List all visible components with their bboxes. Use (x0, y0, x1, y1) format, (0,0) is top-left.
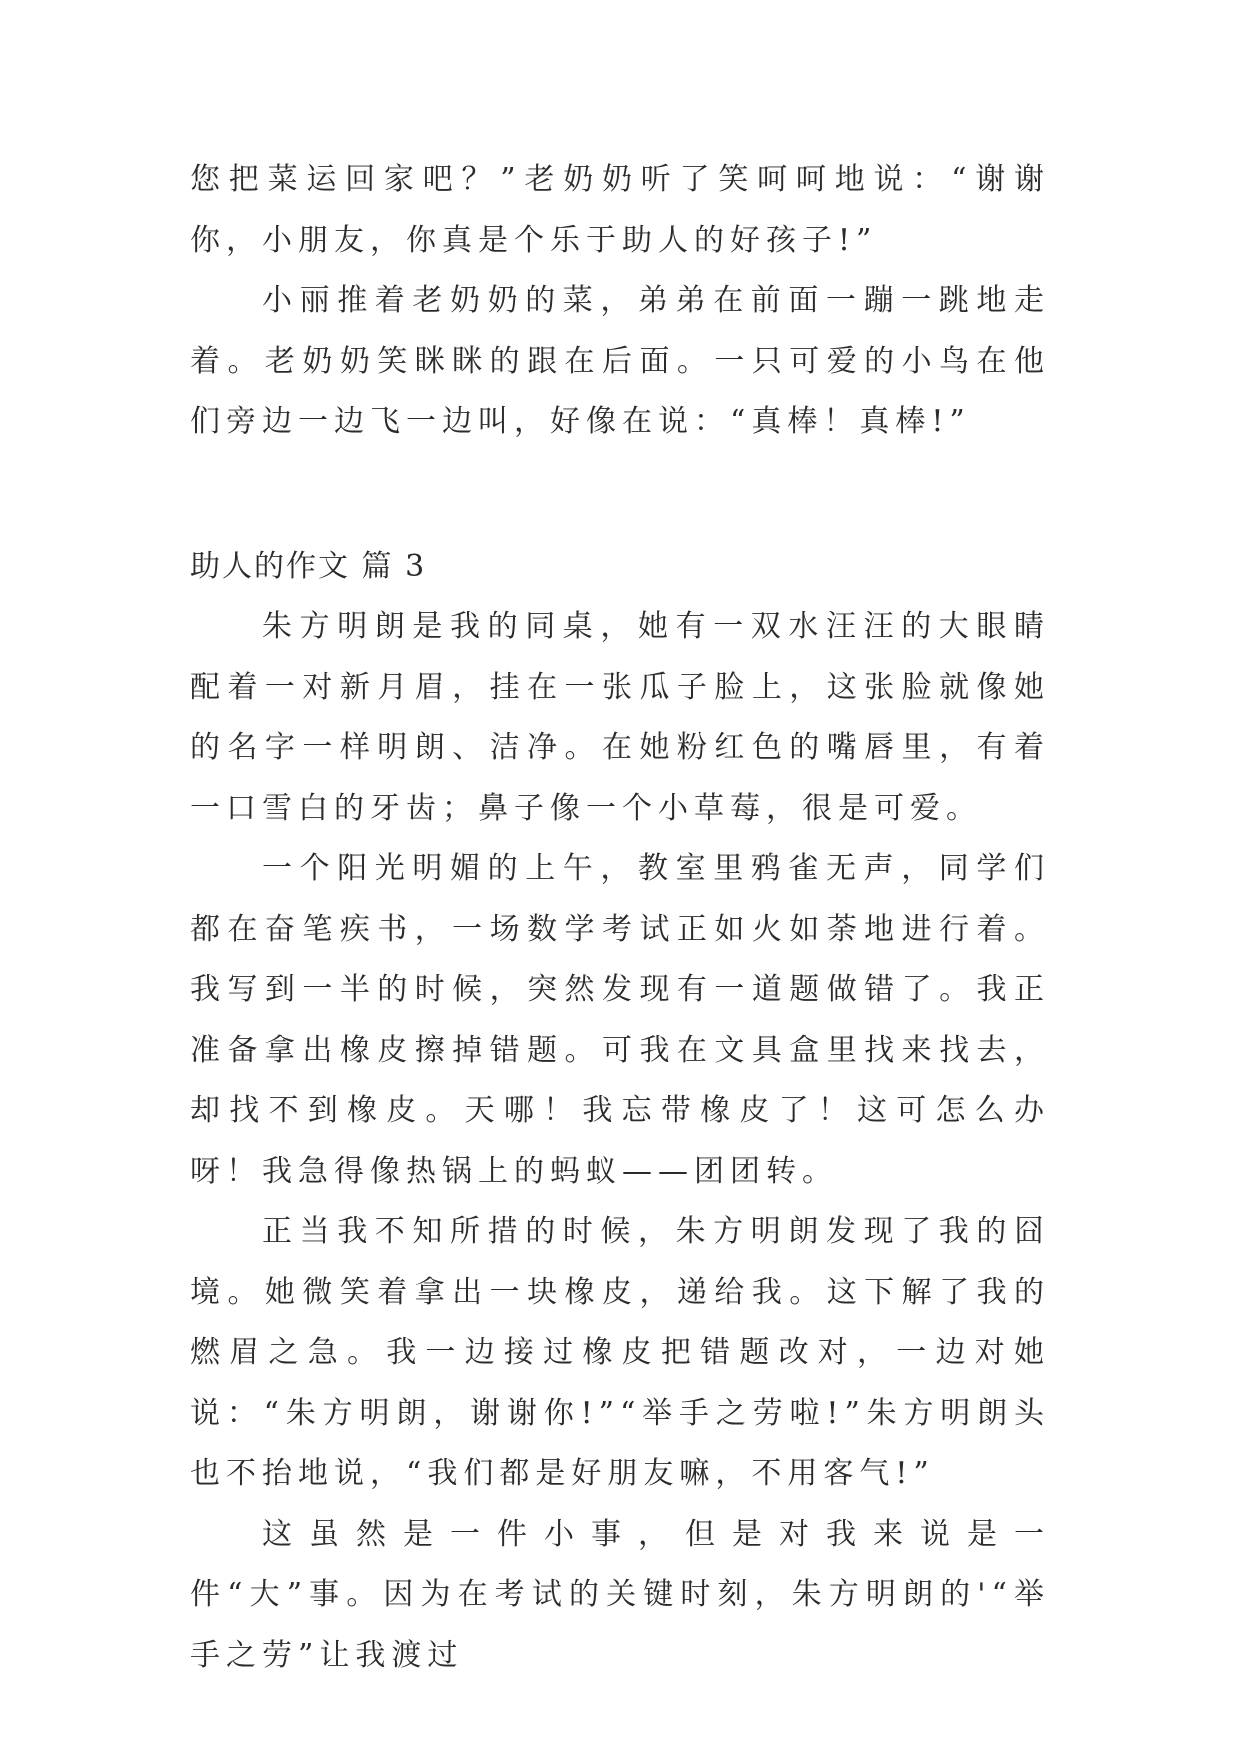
document-body (190, 150, 1050, 1686)
paragraph: 正当我不知所措的时候，朱方明朗发现了我的囧境。她微笑着拿出一块橡皮，递给我。这下解了我的燃眉之急。我一边接过橡皮把错题改对，一边对她说：“朱方明朗，谢谢你!”“举手之劳啦!”朱方明朗头也不抬地说，“我们都是好朋友嘛，不用客气!” (190, 1214, 1050, 1491)
section-heading: 助人的作文 篇 3 (190, 548, 427, 584)
section-gap (190, 453, 1050, 537)
paragraph: 小丽推着老奶奶的菜，弟弟在前面一蹦一跳地走着。老奶奶笑眯眯的跟在后面。一只可爱的小鸟在他们旁边一边飞一边叫，好像在说：“真棒！真棒!” (190, 283, 1050, 439)
paragraph: 一个阳光明媚的上午，教室里鸦雀无声，同学们都在奋笔疾书，一场数学考试正如火如荼地进行着。我写到一半的时候，突然发现有一道题做错了。我正准备拿出橡皮擦掉错题。可我在文具盒里找来找去，却找不到橡皮。天哪！我忘带橡皮了！这可怎么办呀！我急得像热锅上的蚂蚁——团团转。 (190, 851, 1050, 1189)
paragraph-continuation: 您把菜运回家吧？”老奶奶听了笑呵呵地说：“谢谢你，小朋友，你真是个乐于助人的好孩子!” (190, 162, 1050, 258)
paragraph: 这虽然是一件小事，但是对我来说是一件“大”事。因为在考试的关键时刻，朱方明朗的'“举手之劳”让我渡过 (190, 1516, 1050, 1673)
paragraph: 朱方明朗是我的同桌，她有一双水汪汪的大眼睛配着一对新月眉，挂在一张瓜子脸上，这张脸就像她的名字一样明朗、洁净。在她粉红色的嘴唇里，有着一口雪白的牙齿；鼻子像一个小草莓，很是可爱。 (190, 609, 1050, 826)
